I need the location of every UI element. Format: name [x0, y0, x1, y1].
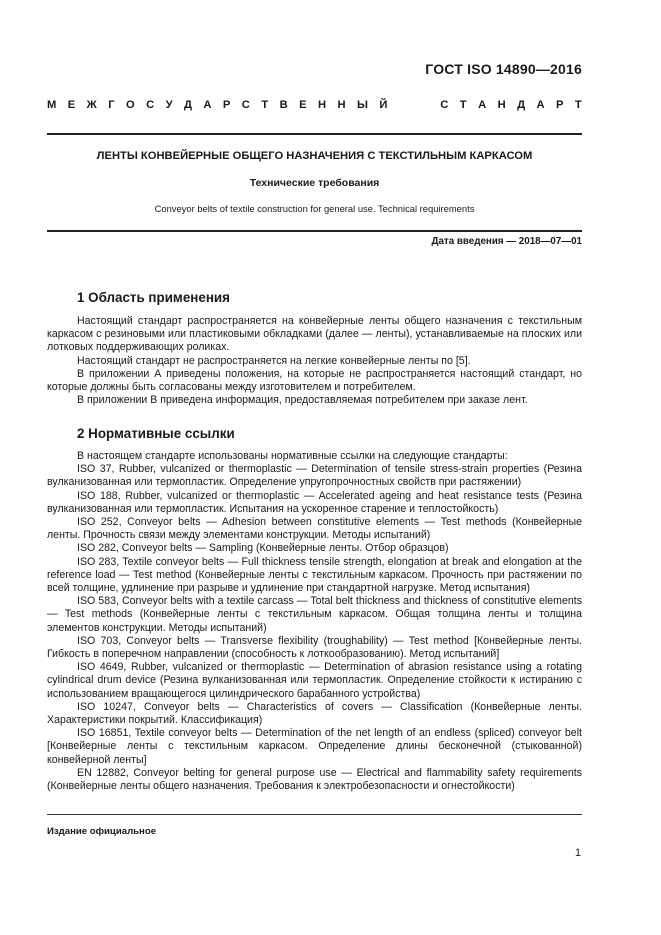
banner-letter: С — [241, 99, 250, 111]
banner-letter: А — [478, 99, 487, 111]
reference-item: ISO 16851, Textile conveyor belts — Determination of the net length of an endless (spliced) conveyor belt [Конвейерные ленты с текстильным каркасом. Определение длины бесконечной (стыкованной) конвейерной ленты] — [47, 727, 582, 766]
banner-letter: Т — [459, 99, 467, 111]
banner-letter: О — [125, 99, 135, 111]
header-rule — [47, 133, 582, 135]
banner-letter: Г — [108, 99, 115, 111]
reference-item: ISO 10247, Conveyor belts — Characteristics of covers — Classification (Конвейерные ленты. Характеристики покрытий. Классификация) — [47, 700, 582, 727]
banner-letter: Р — [222, 99, 231, 111]
reference-item: ISO 4649, Rubber, vulcanized or thermoplastic — Determination of abrasion resistance using a rotating cylindrical drum device (Резина вулканизованная или термопластик. Определение стойкости к истиранию с использованием вращающегося цилиндрического барабанного устройства) — [47, 661, 582, 700]
reference-item: ISO 252, Conveyor belts — Adhesion between constitutive elements — Test methods (Конвейерные ленты. Прочность связи между элементами конструкции. Методы испытаний) — [47, 516, 582, 542]
paragraph: Настоящий стандарт распространяется на конвейерные ленты общего назначения с текстильным каркасом с резиновыми или пластиковыми обкладками (далее — ленты), устанавливаемые на плоских или лотковых поддерживающих роликах. — [47, 315, 582, 354]
reference-item: ISO 282, Conveyor belts — Sampling (Конвейерные ленты. Отбор образцов) — [77, 542, 449, 555]
banner-letter: Ы — [357, 99, 368, 111]
title-rule — [47, 230, 582, 232]
reference-item: ISO 583, Conveyor belts with a textile carcass — Total belt thickness and thickness of constitutive elements — Test methods (Конвейерные ленты с текстильным каркасом. Общая толщина ленты и толщина элементов конструкции. Методы испытаний) — [47, 595, 582, 634]
section-body-normative-references — [47, 450, 582, 793]
banner-letter: В — [279, 99, 288, 111]
paragraph: В приложении В приведена информация, предоставляемая потребителем при заказе лент. — [77, 394, 528, 407]
banner-letter: М — [47, 99, 57, 111]
document-title: ЛЕНТЫ КОНВЕЙЕРНЫЕ ОБЩЕГО НАЗНАЧЕНИЯ С ТЕКСТИЛЬНЫМ КАРКАСОМ — [96, 150, 533, 162]
section-heading-normative-references: 2 Нормативные ссылки — [77, 426, 235, 441]
banner-letter: Н — [497, 99, 506, 111]
page-number: 1 — [574, 847, 581, 859]
banner-letter: С — [146, 99, 155, 111]
banner-letter: Д — [183, 99, 192, 111]
banner-letter: Ж — [86, 99, 97, 111]
introduction-date: Дата введения — 2018—07—01 — [431, 236, 582, 247]
paragraph: В приложении А приведены положения, на которые не распространяется настоящий стандарт, но которые должны быть согласованы между изготовителем и потребителем. — [47, 367, 582, 394]
reference-item: ISO 188, Rubber, vulcanized or thermoplastic — Accelerated ageing and heat resistance tests (Резина вулканизованная или термопластик. Испытания на ускоренное старение и теплостойкость) — [47, 489, 582, 515]
section-body-scope — [47, 315, 582, 407]
footer-rule — [47, 814, 582, 815]
paragraph: В настоящем стандарте использованы нормативные ссылки на следующие стандарты: — [77, 450, 508, 462]
banner-letter: У — [165, 99, 173, 111]
banner-letter: Д — [517, 99, 526, 111]
interstate-standard-banner — [47, 99, 582, 111]
banner-letter: Т — [574, 99, 582, 111]
banner-letter: А — [536, 99, 545, 111]
banner-letter: Й — [379, 99, 388, 111]
banner-letter: Е — [67, 99, 76, 111]
banner-word-gap — [399, 99, 429, 111]
banner-letter: Т — [261, 99, 269, 111]
banner-letter: Н — [317, 99, 327, 111]
section-heading-scope: 1 Область применения — [77, 290, 230, 305]
banner-letter: Е — [299, 99, 307, 111]
reference-item: ISO 703, Conveyor belts — Transverse flexibility (troughability) — Test method [Конвейерные ленты. Гибкость в поперечном направлении (способность к лоткообразованию). Метод испытаний] — [47, 634, 582, 661]
official-edition-label: Издание официальное — [47, 826, 157, 837]
standard-code: ГОСТ ISO 14890—2016 — [425, 61, 582, 77]
reference-item: ISO 283, Textile conveyor belts — Full thickness tensile strength, elongation at break and elongation at the reference load — Test method (Конвейерные ленты с текстильным каркасом. Прочность при растяжении по всей толщине, удлинение при разрыве и удлинение при стандартной нагрузке. Метод испытания) — [47, 555, 582, 595]
banner-letter: А — [203, 99, 212, 111]
reference-item: EN 12882, Conveyor belting for general purpose use — Electrical and flammability safety requirements (Конвейерные ленты общего назначения. Требования к электробезопасности и огнестойкости) — [47, 766, 582, 793]
document-subtitle: Технические требования — [249, 177, 380, 189]
document-title-english: Conveyor belts of textile construction for general use. Technical requirements — [154, 203, 475, 214]
paragraph: Настоящий стандарт не распространяется на легкие конвейерные ленты по [5]. — [77, 354, 471, 367]
banner-letter: С — [440, 99, 449, 111]
reference-item: ISO 37, Rubber, vulcanized or thermoplastic — Determination of tensile stress-strain properties (Резина вулканизованная или термопластик. Определение упругопрочностных свойств при растяжении) — [47, 463, 582, 489]
banner-letter: Р — [556, 99, 564, 111]
banner-letter: Н — [337, 99, 346, 111]
